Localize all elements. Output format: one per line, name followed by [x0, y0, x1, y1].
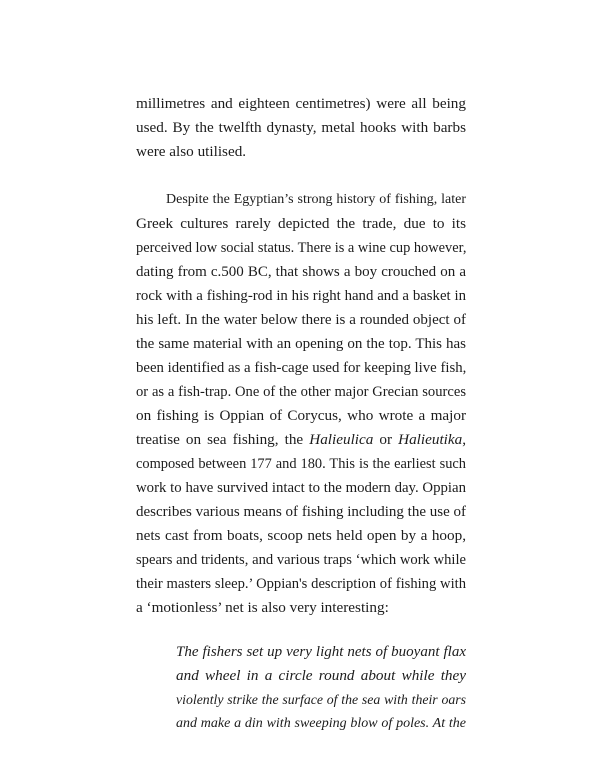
block-quote-line: and wheel in a circle round about while they [176, 667, 466, 684]
body-text-line: a ‘motionless’ net is also very interesting: [136, 599, 389, 616]
body-text-line: Greek cultures rarely depicted the trade, due to its [136, 215, 466, 232]
body-text-line: composed between 177 and 180. This is the earliest such [136, 456, 466, 472]
body-text-line: used. By the twelfth dynasty, metal hooks with barbs [136, 119, 466, 136]
book-title-halieulica: Halieulica [309, 431, 374, 448]
block-quote-line: The fishers set up very light nets of buoyant flax [176, 644, 466, 660]
body-text-line: spears and tridents, and various traps ‘which work while [136, 552, 466, 568]
body-text-line: Despite the Egyptian’s strong history of fishing, later [166, 192, 466, 207]
body-text-line: were also utilised. [136, 143, 247, 160]
body-text-line: describes various means of fishing including the use of [136, 504, 466, 520]
body-text-line-with-titles [136, 428, 466, 452]
body-text-line: their masters sleep.’ Oppian's description of fishing with [136, 576, 466, 592]
block-quote-line: violently strike the surface of the sea with their oars [176, 692, 466, 707]
text-segment: treatise on sea fishing, the [136, 431, 310, 448]
body-text-line: the same material with an opening on the top. This has [136, 336, 466, 352]
book-title-halieutika: Halieutika [398, 431, 463, 448]
body-text-line: rock with a fishing-rod in his right hand and a basket in [136, 288, 466, 304]
body-text-line: dating from c.500 BC, that shows a boy crouched on a [136, 264, 466, 280]
text-segment: or [373, 431, 399, 448]
body-text-line: work to have survived intact to the modern day. Oppian [136, 480, 466, 496]
block-quote-line: and make a din with sweeping blow of poles. At the [176, 716, 466, 731]
text-segment: , [462, 431, 467, 448]
body-text-line: been identified as a fish-cage used for keeping live fish, [136, 360, 467, 376]
body-text-line: millimetres and eighteen centimetres) were all being [136, 95, 466, 112]
body-text-line: or as a fish-trap. One of the other major Grecian sources [136, 384, 466, 400]
body-text-line: on fishing is Oppian of Corycus, who wrote a major [136, 407, 466, 424]
body-text-line: his left. In the water below there is a rounded object of [136, 312, 466, 328]
body-text-line: nets cast from boats, scoop nets held open by a hoop, [136, 527, 466, 544]
body-text-line: perceived low social status. There is a wine cup however, [136, 240, 467, 256]
